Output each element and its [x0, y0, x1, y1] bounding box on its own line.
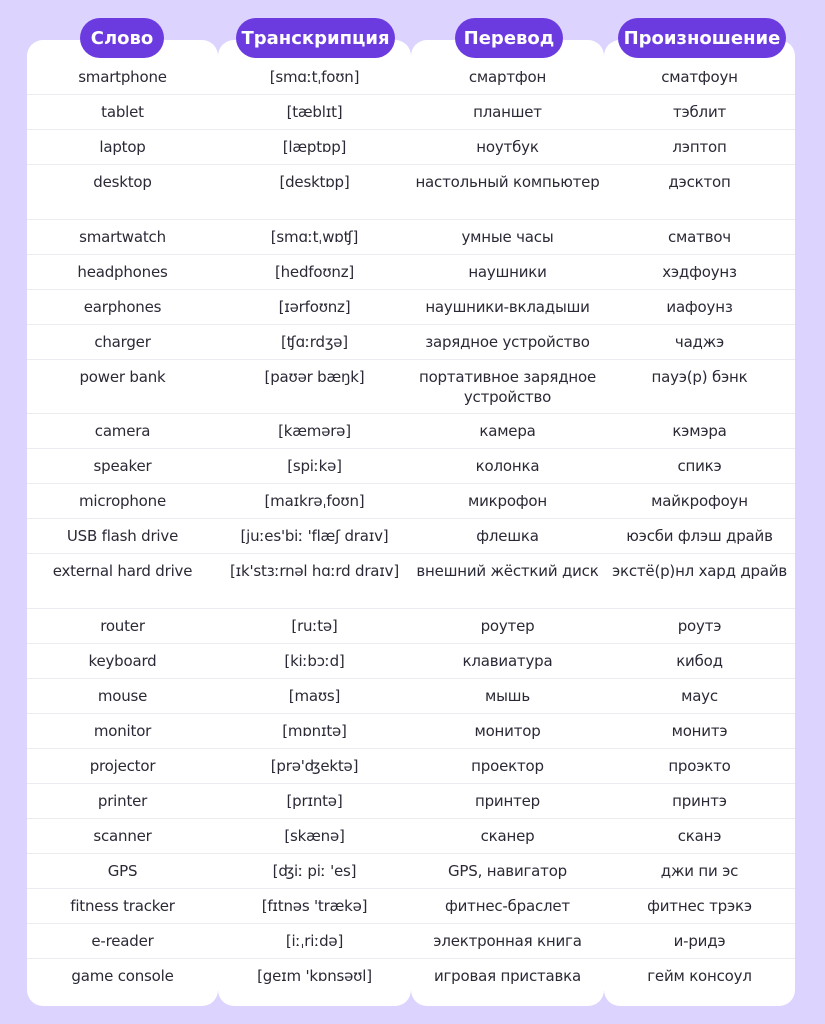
cell-pronunciation: монитэ [671, 722, 728, 740]
cell-pronunciation: майкрофоун [651, 492, 748, 510]
cell-pronunciation: гейм консоул [647, 967, 752, 985]
cell-translation: клавиатура [462, 652, 553, 670]
cell-transcription: [smɑːtˌwɒʧ] [270, 228, 359, 246]
cell-transcription: [mɒnɪtə] [282, 722, 347, 740]
cell-pronunciation: принтэ [672, 792, 727, 810]
cell-word: smartwatch [79, 228, 166, 246]
table-row [27, 60, 795, 95]
cell-transcription: [spiːkə] [287, 457, 342, 475]
cell-transcription: [smɑːtˌfoʊn] [269, 68, 360, 86]
cell-word: tablet [101, 103, 144, 121]
cell-word: desktop [93, 173, 152, 191]
cell-word: projector [89, 757, 156, 775]
cell-translation: сканер [480, 827, 535, 845]
cell-translation: роутер [480, 617, 535, 635]
table-row [27, 554, 795, 609]
cell-word: fitness tracker [70, 897, 175, 915]
table-row [27, 255, 795, 290]
cell-word: mouse [97, 687, 148, 705]
cell-transcription: [juːes'biː 'flæʃ draɪv] [240, 527, 389, 545]
cell-translation: наушники [468, 263, 547, 281]
table-row [27, 360, 795, 414]
cell-translation: монитор [474, 722, 541, 740]
cell-pronunciation: дэсктоп [668, 173, 731, 191]
cell-pronunciation: пауэ(р) бэнк [651, 368, 748, 386]
cell-word: headphones [77, 263, 168, 281]
cell-translation: наушники-вкладыши [425, 298, 590, 316]
cell-pronunciation: тэблит [672, 103, 727, 121]
cell-transcription: [paʊər bæŋk] [264, 368, 365, 386]
cell-transcription: [tæblɪt] [286, 103, 343, 121]
cell-pronunciation: чаджэ [674, 333, 725, 351]
cell-transcription: [maɪkrəˌfoʊn] [264, 492, 365, 510]
cell-word: external hard drive [52, 562, 193, 580]
cell-translation: настольный компьютер [415, 173, 600, 191]
table-row [27, 220, 795, 255]
cell-translation: портативное зарядное устройство [418, 368, 597, 406]
cell-word: router [100, 617, 145, 635]
cell-word: keyboard [88, 652, 157, 670]
cell-translation: внешний жёсткий диск [416, 562, 599, 580]
cell-pronunciation: и-ридэ [673, 932, 726, 950]
cell-pronunciation: иафоунз [666, 298, 733, 316]
cell-word: scanner [93, 827, 152, 845]
cell-word: microphone [79, 492, 166, 510]
cell-transcription: [prɪntə] [286, 792, 343, 810]
header-translation: Перевод [455, 18, 563, 58]
cell-pronunciation: сканэ [677, 827, 722, 845]
cell-translation: GPS, навигатор [447, 862, 568, 880]
cell-word: speaker [93, 457, 152, 475]
header-transcription: Транскрипция [236, 18, 395, 58]
table-row [27, 959, 795, 994]
header-pronunciation: Произношение [618, 18, 786, 58]
cell-pronunciation: маус [681, 687, 718, 705]
cell-word: smartphone [78, 68, 167, 86]
cell-pronunciation: джи пи эс [660, 862, 739, 880]
cell-translation: мышь [485, 687, 530, 705]
cell-pronunciation: лэптоп [672, 138, 727, 156]
cell-word: game console [71, 967, 174, 985]
cell-translation: камера [479, 422, 536, 440]
table-row [27, 609, 795, 644]
table-row [27, 325, 795, 360]
table-row [27, 889, 795, 924]
cell-word: USB flash drive [66, 527, 179, 545]
cell-translation: электронная книга [433, 932, 582, 950]
cell-transcription: [fɪtnəs 'trækə] [261, 897, 368, 915]
table-row [27, 784, 795, 819]
table-row [27, 854, 795, 889]
cell-transcription: [ʧɑːrdʒə] [281, 333, 348, 351]
cell-word: laptop [99, 138, 146, 156]
cell-pronunciation: кэмэра [672, 422, 727, 440]
cell-transcription: [maʊs] [288, 687, 341, 705]
table-row [27, 679, 795, 714]
cell-pronunciation: кибод [676, 652, 723, 670]
cell-translation: ноутбук [476, 138, 539, 156]
cell-word: e-reader [91, 932, 154, 950]
cell-transcription: [prə'ʤektə] [270, 757, 359, 775]
cell-translation: колонка [475, 457, 540, 475]
cell-translation: фитнес-браслет [445, 897, 570, 915]
cell-translation: смартфон [468, 68, 547, 86]
cell-transcription: [hedfoʊnz] [274, 263, 355, 281]
table-row [27, 449, 795, 484]
table-row [27, 519, 795, 554]
table-row [27, 95, 795, 130]
cell-transcription: [kiːbɔːd] [284, 652, 345, 670]
cell-word: printer [97, 792, 148, 810]
cell-transcription: [læptɒp] [282, 138, 347, 156]
cell-translation: флешка [476, 527, 539, 545]
cell-translation: умные часы [461, 228, 554, 246]
cell-word: GPS [107, 862, 138, 880]
cell-pronunciation: спикэ [677, 457, 722, 475]
header-word: Слово [80, 18, 164, 58]
cell-word: camera [94, 422, 151, 440]
cell-translation: планшет [473, 103, 542, 121]
cell-pronunciation: хэдфоунз [662, 263, 737, 281]
table-row [27, 165, 795, 220]
cell-transcription: [geɪm 'kɒnsəʊl] [257, 967, 372, 985]
cell-pronunciation: сматфоун [661, 68, 738, 86]
cell-transcription: [skænə] [284, 827, 345, 845]
cell-pronunciation: юэсби флэш драйв [626, 527, 773, 545]
table-row [27, 644, 795, 679]
cell-pronunciation: роутэ [677, 617, 722, 635]
table-row [27, 714, 795, 749]
cell-translation: игровая приставка [433, 967, 582, 985]
table-row [27, 130, 795, 165]
cell-transcription: [iːˌriːdə] [285, 932, 344, 950]
cell-word: monitor [93, 722, 152, 740]
cell-transcription: [kæmərə] [278, 422, 351, 440]
table-row [27, 414, 795, 449]
cell-transcription: [ɪk'stɜːrnəl hɑːrd draɪv] [230, 562, 399, 580]
table-row [27, 290, 795, 325]
vocabulary-table [27, 60, 795, 994]
cell-word: charger [94, 333, 151, 351]
table-row [27, 484, 795, 519]
cell-translation: принтер [475, 792, 540, 810]
cell-word: power bank [79, 368, 166, 386]
cell-transcription: [ʤiː piː 'es] [272, 862, 357, 880]
cell-pronunciation: экстё(р)нл хард драйв [611, 562, 788, 580]
cell-transcription: [ruːtə] [291, 617, 338, 635]
cell-pronunciation: проэкто [668, 757, 731, 775]
table-row [27, 924, 795, 959]
table-row [27, 749, 795, 784]
table-row [27, 819, 795, 854]
cell-transcription: [desktɒp] [279, 173, 350, 191]
cell-translation: проектор [471, 757, 544, 775]
cell-pronunciation: фитнес трэкэ [647, 897, 752, 915]
cell-word: earphones [83, 298, 162, 316]
cell-translation: зарядное устройство [425, 333, 590, 351]
cell-translation: микрофон [467, 492, 548, 510]
cell-transcription: [ɪərfoʊnz] [278, 298, 351, 316]
cell-pronunciation: сматвоч [668, 228, 731, 246]
